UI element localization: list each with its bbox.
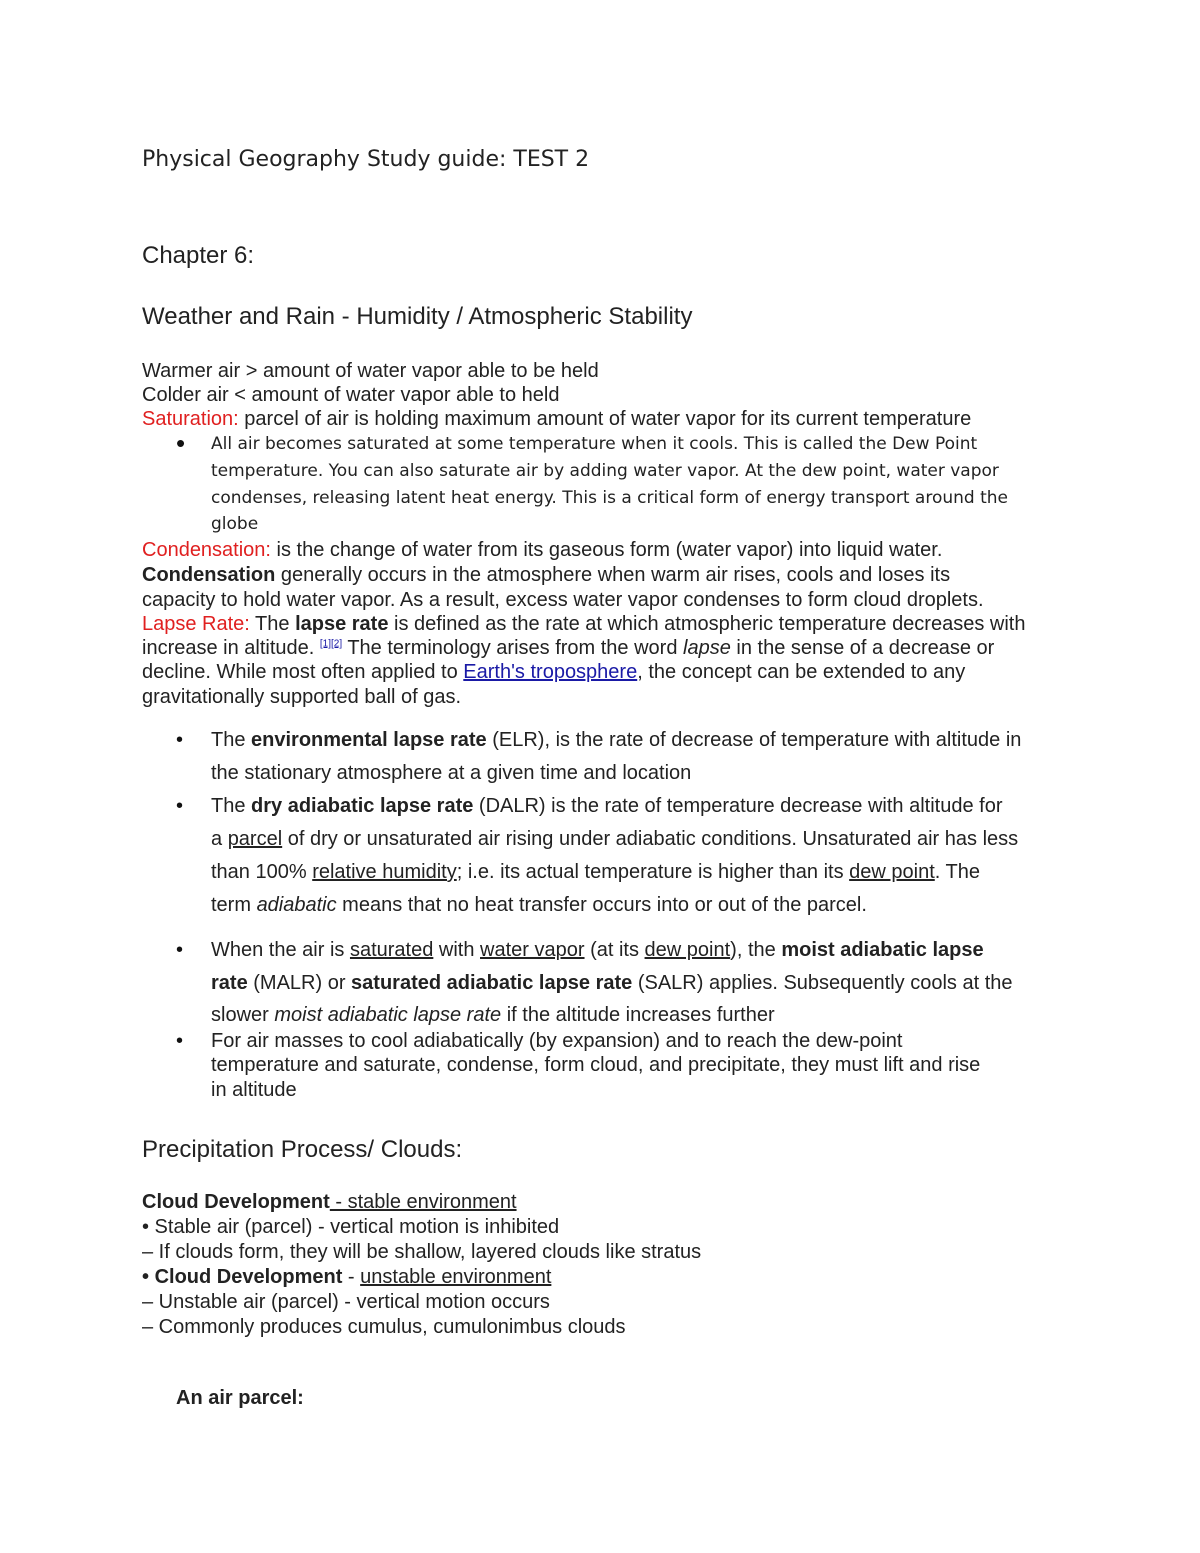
lapse-text-g: , the concept can be extended to any: [637, 661, 966, 683]
cloud-line-6: – Commonly produces cumulus, cumulonimbus clouds: [142, 1316, 626, 1338]
relative-humidity-link[interactable]: relative humidity: [312, 861, 457, 883]
cloud-bullet: •: [142, 1266, 155, 1288]
lapse-line-4: gravitationally supported ball of gas.: [142, 686, 462, 708]
malr-text-h: if the altitude increases further: [501, 1004, 775, 1026]
earths-troposphere-link[interactable]: Earth's troposphere: [463, 661, 638, 683]
dalr-text-h: term: [211, 894, 257, 916]
section-heading-precipitation: Precipitation Process/ Clouds:: [142, 1136, 463, 1163]
dalr-bold: dry adiabatic lapse rate: [251, 795, 474, 817]
malr-bold: moist adiabatic lapse: [781, 939, 984, 961]
lift-line-3: in altitude: [211, 1079, 297, 1101]
elr-line-2: the stationary atmosphere at a given time and location: [211, 762, 692, 784]
salr-bold: saturated adiabatic lapse rate: [351, 972, 633, 994]
lapse-text-c: increase in altitude.: [142, 637, 315, 659]
malr-text-a: When the air is: [211, 939, 350, 961]
elr-line-1: [211, 729, 1021, 752]
dalr-line-1: [211, 795, 1003, 818]
dalr-text-b: (DALR) is the rate of temperature decrease with altitude for: [473, 795, 1003, 817]
lapse-italic: lapse: [683, 637, 731, 659]
saturated-link[interactable]: saturated: [349, 939, 434, 961]
lapse-text-f: decline. While most often applied to: [142, 661, 464, 683]
dalr-text-f: ; i.e. its actual temperature is higher than its: [456, 861, 850, 883]
lapse-line-2: [142, 637, 994, 660]
saturation-label: Saturation:: [142, 408, 239, 430]
malr-text-c: (at its: [584, 939, 645, 961]
malr-text-g: slower: [211, 1004, 275, 1026]
lapse-line-3: [142, 661, 965, 684]
dalr-line-2: [211, 828, 1018, 851]
malr-text-b: with: [433, 939, 481, 961]
parcel-link[interactable]: parcel: [227, 828, 283, 850]
lapse-label: Lapse Rate:: [142, 613, 250, 635]
saturation-definition: [142, 408, 971, 431]
air-parcel-heading: An air parcel:: [176, 1387, 304, 1409]
colder-air-line: Colder air < amount of water vapor able to held: [142, 384, 560, 406]
dew-point-line-3: condenses, releasing latent heat energy. This is a critical form of energy transport around the: [211, 488, 1008, 508]
dew-point-link[interactable]: dew point: [849, 861, 935, 883]
malr-line-3: [211, 1004, 775, 1027]
bullet-icon: •: [176, 428, 186, 458]
malr-bold-rate: rate: [211, 972, 248, 994]
reference-link[interactable]: [1][2]: [319, 638, 343, 650]
saturation-text: parcel of air is holding maximum amount of water vapor for its current temperature: [238, 408, 972, 430]
condensation-text: is the change of water from its gaseous form (water vapor) into liquid water.: [270, 539, 943, 561]
dew-point-line-4: globe: [211, 514, 259, 534]
lift-line-1: For air masses to cool adiabatically (by expansion) and to reach the dew-point: [211, 1030, 903, 1052]
condensation-bold: Condensation: [142, 564, 276, 586]
document-title: Physical Geography Study guide: TEST 2: [142, 147, 590, 172]
dew-point-link-2[interactable]: dew point: [644, 939, 731, 961]
condensation-text-2: generally occurs in the atmosphere when warm air rises, cools and loses its: [275, 564, 951, 586]
lapse-text-d: The terminology arises from the word: [342, 637, 684, 659]
condensation-line-3: capacity to hold water vapor. As a result, excess water vapor condenses to form cloud droplets.: [142, 589, 984, 611]
cloud-line-3: – If clouds form, they will be shallow, layered clouds like stratus: [142, 1241, 702, 1263]
dalr-text-c: a: [211, 828, 228, 850]
elr-text-a: The: [211, 729, 252, 751]
cloud-line-5: – Unstable air (parcel) - vertical motion occurs: [142, 1291, 550, 1313]
lapse-text-e: in the sense of a decrease or: [730, 637, 995, 659]
lapse-bold: lapse rate: [295, 613, 389, 635]
dalr-text-a: The: [211, 795, 252, 817]
dalr-text-e: than 100%: [211, 861, 313, 883]
section-heading-humidity: Weather and Rain - Humidity / Atmospheric Stability: [142, 303, 693, 330]
dalr-line-4: [211, 894, 867, 917]
condensation-line-2: [142, 564, 950, 587]
lapse-line-1: [142, 613, 1025, 636]
lapse-text-a: The: [249, 613, 296, 635]
dew-point-line-1: All air becomes saturated at some temperature when it cools. This is called the Dew Point: [211, 434, 978, 454]
condensation-line-1: [142, 539, 942, 562]
lift-line-2: temperature and saturate, condense, form cloud, and precipitate, they must lift and rise: [211, 1054, 981, 1076]
cloud-line-2: • Stable air (parcel) - vertical motion is inhibited: [142, 1216, 560, 1238]
elr-bold: environmental lapse rate: [251, 729, 487, 751]
cloud-dash: -: [342, 1266, 361, 1288]
cloud-development-bold-2: Cloud Development: [154, 1266, 343, 1288]
bullet-icon: •: [176, 1030, 184, 1052]
chapter-heading: Chapter 6:: [142, 242, 255, 269]
bullet-icon: •: [176, 939, 184, 961]
lapse-text-b: is defined as the rate at which atmospheric temperature decreases with: [388, 613, 1026, 635]
dalr-text-i: means that no heat transfer occurs into or out of the parcel.: [336, 894, 867, 916]
malr-italic: moist adiabatic lapse rate: [274, 1004, 502, 1026]
unstable-environment-text: unstable environment: [360, 1266, 552, 1288]
malr-text-e: (MALR) or: [247, 972, 352, 994]
bullet-icon: •: [176, 729, 184, 751]
cloud-development-bold: Cloud Development: [142, 1191, 330, 1213]
malr-line-1: [211, 939, 984, 962]
cloud-line-4: [142, 1266, 551, 1289]
dalr-text-d: of dry or unsaturated air rising under adiabatic conditions. Unsaturated air has less: [282, 828, 1019, 850]
cloud-line-1: [142, 1191, 517, 1214]
dalr-italic: adiabatic: [256, 894, 337, 916]
bullet-icon: •: [176, 795, 184, 817]
malr-line-2: [211, 972, 1013, 995]
condensation-label: Condensation:: [142, 539, 271, 561]
dalr-line-3: [211, 861, 980, 884]
warmer-air-line: Warmer air > amount of water vapor able to be held: [142, 360, 599, 382]
water-vapor-link[interactable]: water vapor: [480, 939, 585, 961]
malr-text-d: ), the: [730, 939, 782, 961]
dalr-text-g: . The: [934, 861, 980, 883]
stable-environment-text: - stable environment: [329, 1191, 517, 1213]
dew-point-line-2: temperature. You can also saturate air by adding water vapor. At the dew point, water vapor: [211, 461, 999, 481]
malr-text-f: (SALR) applies. Subsequently cools at the: [632, 972, 1013, 994]
elr-text-b: (ELR), is the rate of decrease of temperature with altitude in: [486, 729, 1022, 751]
